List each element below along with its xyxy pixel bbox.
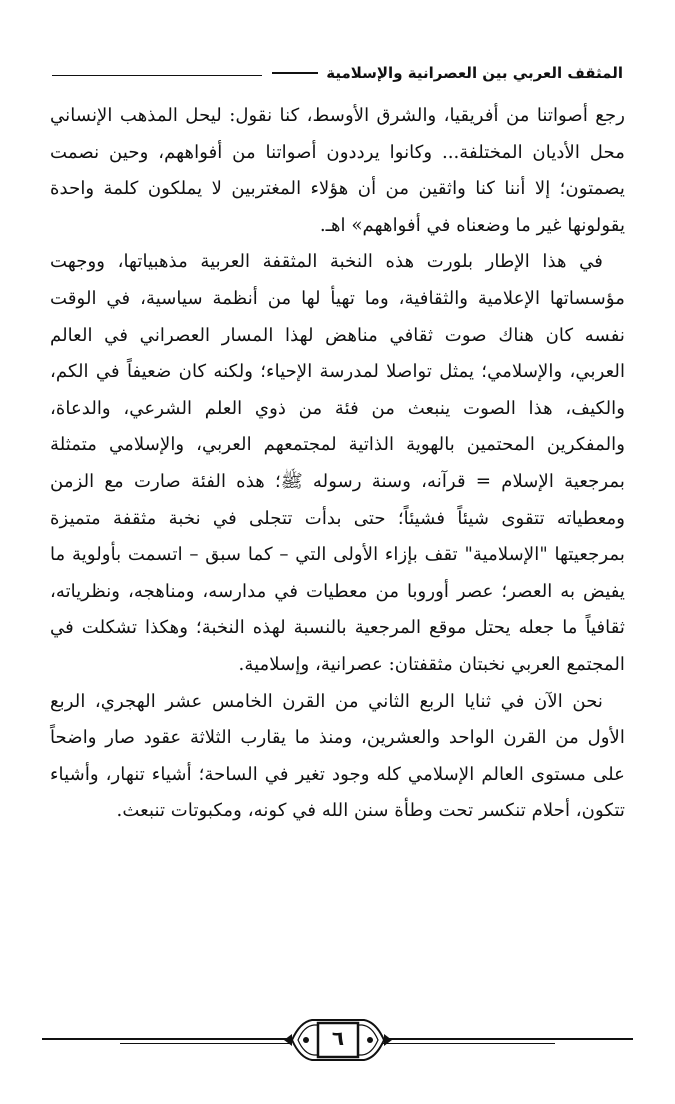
header-dash (272, 72, 318, 74)
page-footer (0, 1010, 675, 1070)
header-title: المثقف العربي بين العصرانية والإسلامية (326, 64, 623, 82)
footer-rule-left (42, 1038, 292, 1040)
paragraph-2: في هذا الإطار بلورت هذه النخبة المثقفة العربية مذهبياتها، ووجهت مؤسساتها الإعلامية والثقافية، وما تهيأ لها من أنظمة سياسية، في الوقت نفسه كان هناك صوت ثقافي مناهض لهذا المسار العصراني في العالم العربي، والإسلامي؛ يمثل تواصلا لمدرسة الإحياء؛ ولكنه كان ضعيفاً في الكم، والكيف، هذا الصوت ينبعث من فئة من ذوي العلم الشرعي، والدعاة، والمفكرين المحتمين بالهوية الذاتية لمجتمعهم العربي، والإسلامي متمثلة بمرجعية الإسلام = قرآنه، وسنة رسوله ﷺ؛ هذه الفئة صارت مع الزمن ومعطياته تتقوى شيئاً فشيئاً؛ حتى بدأت تتجلى في نخبة مثقفة متميزة بمرجعيتها "الإسلامية" تقف بإزاء الأولى التي – كما سبق – اتسمت بأولوية ما يفيض به العصر؛ عصر أوروبا من معطيات في مدارسه، ومناهجه، ونظرياته، ثقافياً ما جعله يحتل موقع المرجعية بالنسبة لهذه النخبة؛ وهكذا تشكلت في المجتمع العربي نخبتان مثقفتان: عصرانية، وإسلامية. (50, 251, 625, 675)
paragraph-3: نحن الآن في ثنايا الربع الثاني من القرن الخامس عشر الهجري، الربع الأول من القرن الواحد والعشرين، ومنذ ما يقارب الثلاثة عقود صار واضحاً على مستوى العالم الإسلامي كله وجود تغير في الساحة؛ أشياء تنهار، وأشياء تتكون، أحلام تنكسر تحت وطأة سنن الله في كونه، ومكبوتات تنبعث. (50, 690, 625, 822)
footer-thin-rule-left (120, 1043, 292, 1044)
footer-thin-rule-right (383, 1043, 555, 1044)
header-title-wrap (262, 58, 623, 88)
body-text (50, 98, 625, 978)
footer-rule-right (383, 1038, 633, 1040)
running-header (52, 58, 623, 88)
page-number: ٦ (331, 1026, 345, 1050)
paragraph-1: رجع أصواتنا من أفريقيا، والشرق الأوسط، كنا نقول: ليحل المذهب الإنساني محل الأديان المختلفة... وكانوا يرددون أصواتنا من أفواههم، وحين نصمت يصمتون؛ إلا أننا كنا واثقين من أن هؤلاء المغتربين لا يملكون كلمة واحدة يقولونها غير ما وضعناه في أفواههم» اهـ. (50, 105, 625, 236)
